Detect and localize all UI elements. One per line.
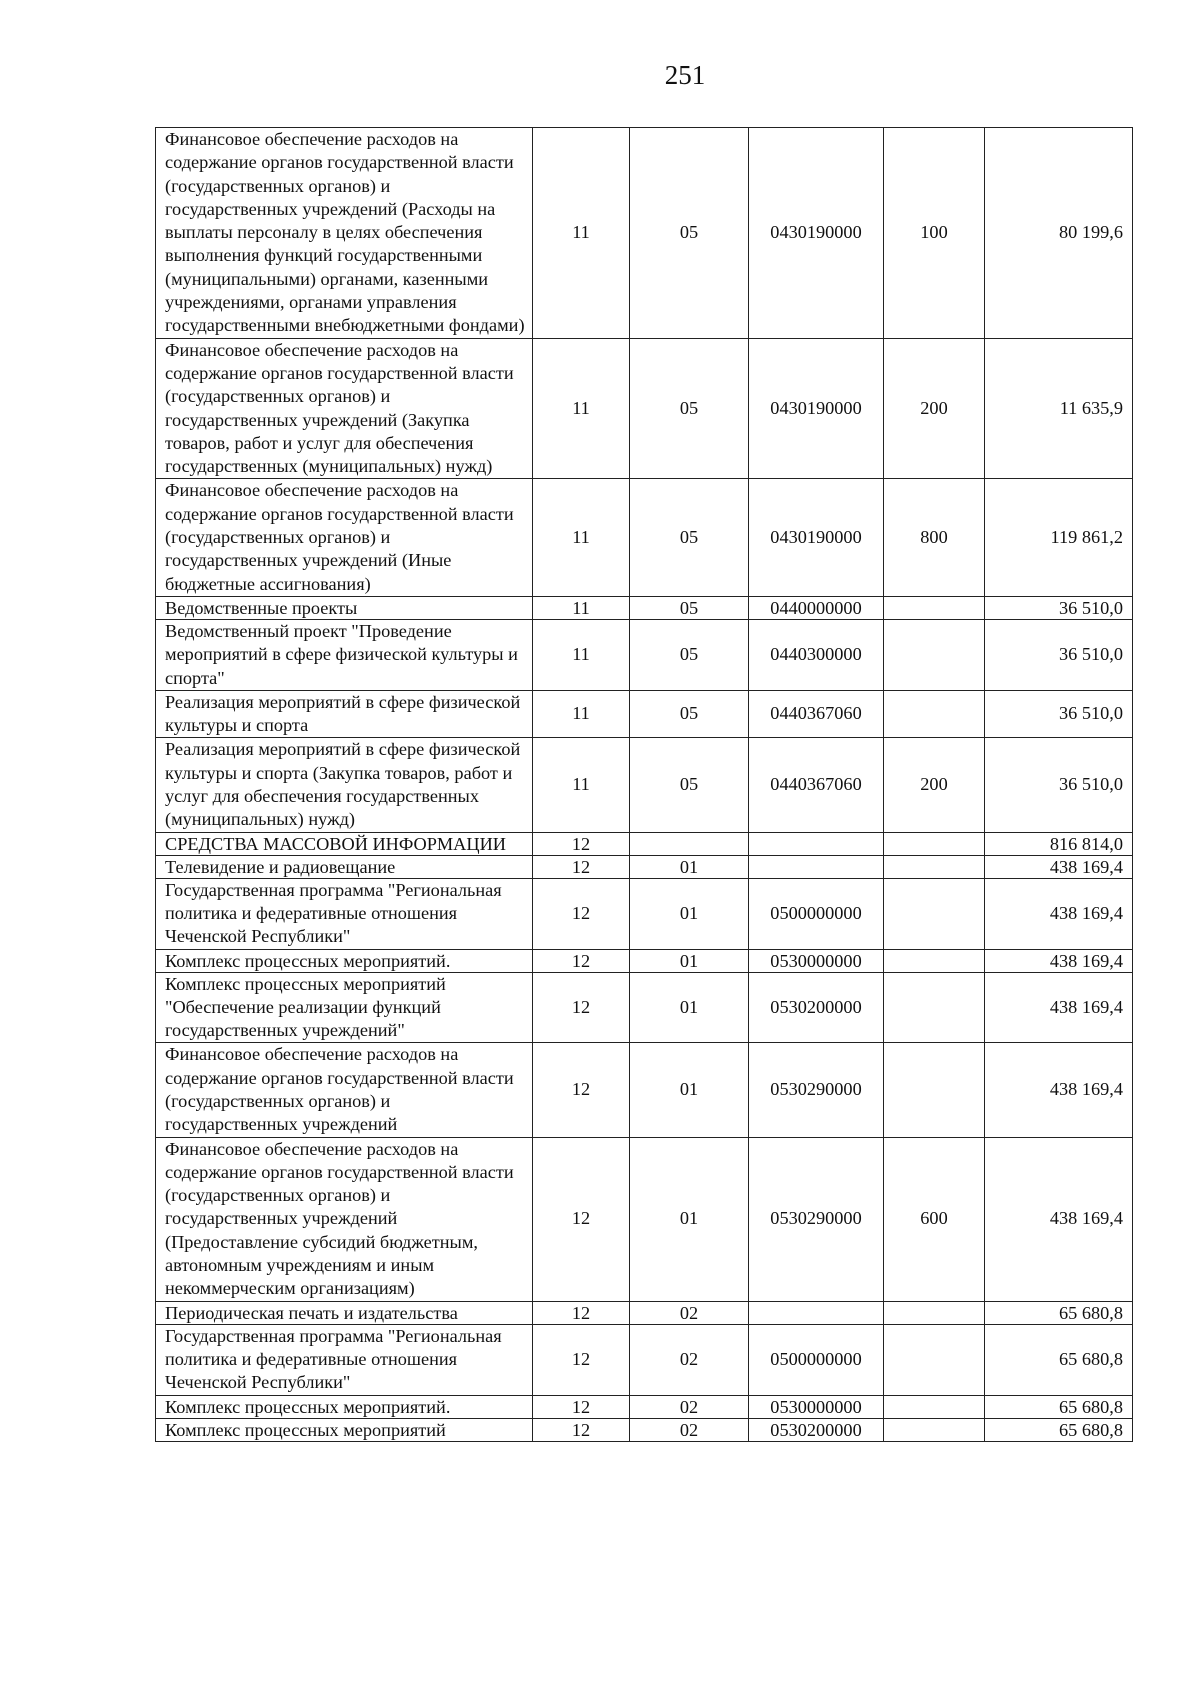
row-expense-type-cell xyxy=(884,832,985,855)
row-section-cell: 12 xyxy=(533,972,630,1043)
row-section-cell: 12 xyxy=(533,949,630,972)
row-expense-type-cell: 200 xyxy=(884,338,985,479)
row-target-article-cell: 0440000000 xyxy=(749,596,884,619)
row-name-cell: Финансовое обеспечение расходов на содержание органов государственной власти (государственных органов) и государственных учреждений (Иные бюджетные ассигнования) xyxy=(156,479,533,596)
row-amount-cell: 438 169,4 xyxy=(985,878,1133,949)
table-row xyxy=(156,878,1133,949)
row-amount-cell: 438 169,4 xyxy=(985,1043,1133,1137)
row-expense-type-cell: 600 xyxy=(884,1137,985,1301)
budget-table xyxy=(155,127,1133,1442)
row-expense-type-cell xyxy=(884,972,985,1043)
row-name-cell: Периодическая печать и издательства xyxy=(156,1301,533,1324)
row-name-cell: Финансовое обеспечение расходов на содержание органов государственной власти (государственных органов) и государственных учреждений (Предоставление субсидий бюджетным, автономным учреждениям и иным некоммерческим организациям) xyxy=(156,1137,533,1301)
row-target-article-cell: 0430190000 xyxy=(749,128,884,339)
row-subsection-cell: 01 xyxy=(630,855,749,878)
row-subsection-cell: 01 xyxy=(630,949,749,972)
table-row xyxy=(156,1301,1133,1324)
row-subsection-cell: 05 xyxy=(630,596,749,619)
row-amount-cell: 65 680,8 xyxy=(985,1418,1133,1441)
table-row xyxy=(156,738,1133,832)
row-target-article-cell: 0530200000 xyxy=(749,972,884,1043)
row-subsection-cell: 01 xyxy=(630,1137,749,1301)
row-subsection-cell: 05 xyxy=(630,479,749,596)
table-body xyxy=(156,128,1133,1442)
row-amount-cell: 11 635,9 xyxy=(985,338,1133,479)
row-amount-cell: 36 510,0 xyxy=(985,619,1133,690)
row-expense-type-cell xyxy=(884,949,985,972)
row-target-article-cell: 0530290000 xyxy=(749,1137,884,1301)
row-target-article-cell: 0530290000 xyxy=(749,1043,884,1137)
row-subsection-cell xyxy=(630,832,749,855)
row-expense-type-cell xyxy=(884,855,985,878)
row-section-cell: 11 xyxy=(533,690,630,738)
row-expense-type-cell: 100 xyxy=(884,128,985,339)
row-target-article-cell: 0530200000 xyxy=(749,1418,884,1441)
row-section-cell: 11 xyxy=(533,738,630,832)
row-target-article-cell: 0500000000 xyxy=(749,878,884,949)
row-amount-cell: 36 510,0 xyxy=(985,738,1133,832)
row-target-article-cell: 0430190000 xyxy=(749,338,884,479)
row-name-cell: Комплекс процессных мероприятий. xyxy=(156,1395,533,1418)
table-row xyxy=(156,690,1133,738)
table-row xyxy=(156,1395,1133,1418)
row-name-cell: Ведомственные проекты xyxy=(156,596,533,619)
row-expense-type-cell xyxy=(884,1324,985,1395)
row-name-cell: Финансовое обеспечение расходов на содержание органов государственной власти (государственных органов) и государственных учреждений (Закупка товаров, работ и услуг для обеспечения государственных (муниципальных) нужд) xyxy=(156,338,533,479)
row-expense-type-cell xyxy=(884,1301,985,1324)
row-subsection-cell: 05 xyxy=(630,619,749,690)
row-section-cell: 12 xyxy=(533,878,630,949)
row-amount-cell: 438 169,4 xyxy=(985,972,1133,1043)
row-expense-type-cell xyxy=(884,1043,985,1137)
row-target-article-cell xyxy=(749,1301,884,1324)
row-expense-type-cell xyxy=(884,1395,985,1418)
row-amount-cell: 438 169,4 xyxy=(985,1137,1133,1301)
row-subsection-cell: 02 xyxy=(630,1301,749,1324)
row-amount-cell: 80 199,6 xyxy=(985,128,1133,339)
row-section-cell: 12 xyxy=(533,855,630,878)
row-expense-type-cell xyxy=(884,596,985,619)
row-name-cell: Реализация мероприятий в сфере физической культуры и спорта xyxy=(156,690,533,738)
row-target-article-cell: 0430190000 xyxy=(749,479,884,596)
row-target-article-cell xyxy=(749,855,884,878)
page-number: 251 xyxy=(664,60,706,90)
row-section-cell: 12 xyxy=(533,1324,630,1395)
row-name-cell: СРЕДСТВА МАССОВОЙ ИНФОРМАЦИИ xyxy=(156,832,533,855)
row-section-cell: 12 xyxy=(533,832,630,855)
row-section-cell: 11 xyxy=(533,338,630,479)
table-row xyxy=(156,619,1133,690)
row-expense-type-cell xyxy=(884,1418,985,1441)
row-amount-cell: 36 510,0 xyxy=(985,596,1133,619)
row-name-cell: Финансовое обеспечение расходов на содержание органов государственной власти (государственных органов) и государственных учреждений (Расходы на выплаты персоналу в целях обеспечения выполнения функций государственными (муниципальными) органами, казенными учреждениями, органами управления государственными внебюджетными фондами) xyxy=(156,128,533,339)
row-section-cell: 12 xyxy=(533,1043,630,1137)
row-section-cell: 12 xyxy=(533,1301,630,1324)
row-target-article-cell: 0440367060 xyxy=(749,690,884,738)
row-amount-cell: 438 169,4 xyxy=(985,855,1133,878)
row-name-cell: Комплекс процессных мероприятий "Обеспечение реализации функций государственных учреждений" xyxy=(156,972,533,1043)
row-target-article-cell xyxy=(749,832,884,855)
row-amount-cell: 438 169,4 xyxy=(985,949,1133,972)
table-row xyxy=(156,596,1133,619)
row-section-cell: 11 xyxy=(533,596,630,619)
row-section-cell: 12 xyxy=(533,1137,630,1301)
row-target-article-cell: 0530000000 xyxy=(749,949,884,972)
row-target-article-cell: 0500000000 xyxy=(749,1324,884,1395)
row-subsection-cell: 01 xyxy=(630,1043,749,1137)
row-subsection-cell: 05 xyxy=(630,128,749,339)
row-amount-cell: 65 680,8 xyxy=(985,1301,1133,1324)
table-row xyxy=(156,949,1133,972)
row-subsection-cell: 02 xyxy=(630,1324,749,1395)
row-expense-type-cell: 800 xyxy=(884,479,985,596)
table-row xyxy=(156,1418,1133,1441)
row-name-cell: Финансовое обеспечение расходов на содержание органов государственной власти (государственных органов) и государственных учреждений xyxy=(156,1043,533,1137)
row-name-cell: Комплекс процессных мероприятий. xyxy=(156,949,533,972)
row-name-cell: Государственная программа "Региональная политика и федеративные отношения Чеченской Республики" xyxy=(156,1324,533,1395)
row-name-cell: Реализация мероприятий в сфере физической культуры и спорта (Закупка товаров, работ и услуг для обеспечения государственных (муниципальных) нужд) xyxy=(156,738,533,832)
row-amount-cell: 119 861,2 xyxy=(985,479,1133,596)
row-subsection-cell: 05 xyxy=(630,738,749,832)
row-name-cell: Комплекс процессных мероприятий xyxy=(156,1418,533,1441)
row-target-article-cell: 0440367060 xyxy=(749,738,884,832)
row-name-cell: Телевидение и радиовещание xyxy=(156,855,533,878)
row-amount-cell: 65 680,8 xyxy=(985,1324,1133,1395)
row-subsection-cell: 01 xyxy=(630,972,749,1043)
row-target-article-cell: 0530000000 xyxy=(749,1395,884,1418)
row-amount-cell: 65 680,8 xyxy=(985,1395,1133,1418)
table-row xyxy=(156,855,1133,878)
table-row xyxy=(156,128,1133,339)
table-row xyxy=(156,1043,1133,1137)
row-subsection-cell: 05 xyxy=(630,338,749,479)
table-row xyxy=(156,832,1133,855)
table-row xyxy=(156,1137,1133,1301)
row-target-article-cell: 0440300000 xyxy=(749,619,884,690)
table-row xyxy=(156,1324,1133,1395)
row-subsection-cell: 01 xyxy=(630,878,749,949)
table-row xyxy=(156,479,1133,596)
row-amount-cell: 36 510,0 xyxy=(985,690,1133,738)
row-section-cell: 11 xyxy=(533,128,630,339)
row-subsection-cell: 05 xyxy=(630,690,749,738)
row-section-cell: 12 xyxy=(533,1418,630,1441)
table-row xyxy=(156,338,1133,479)
row-subsection-cell: 02 xyxy=(630,1395,749,1418)
row-section-cell: 11 xyxy=(533,479,630,596)
row-subsection-cell: 02 xyxy=(630,1418,749,1441)
row-expense-type-cell: 200 xyxy=(884,738,985,832)
row-name-cell: Ведомственный проект "Проведение мероприятий в сфере физической культуры и спорта" xyxy=(156,619,533,690)
row-expense-type-cell xyxy=(884,690,985,738)
row-section-cell: 11 xyxy=(533,619,630,690)
row-expense-type-cell xyxy=(884,878,985,949)
row-section-cell: 12 xyxy=(533,1395,630,1418)
row-expense-type-cell xyxy=(884,619,985,690)
table-row xyxy=(156,972,1133,1043)
row-amount-cell: 816 814,0 xyxy=(985,832,1133,855)
row-name-cell: Государственная программа "Региональная политика и федеративные отношения Чеченской Республики" xyxy=(156,878,533,949)
